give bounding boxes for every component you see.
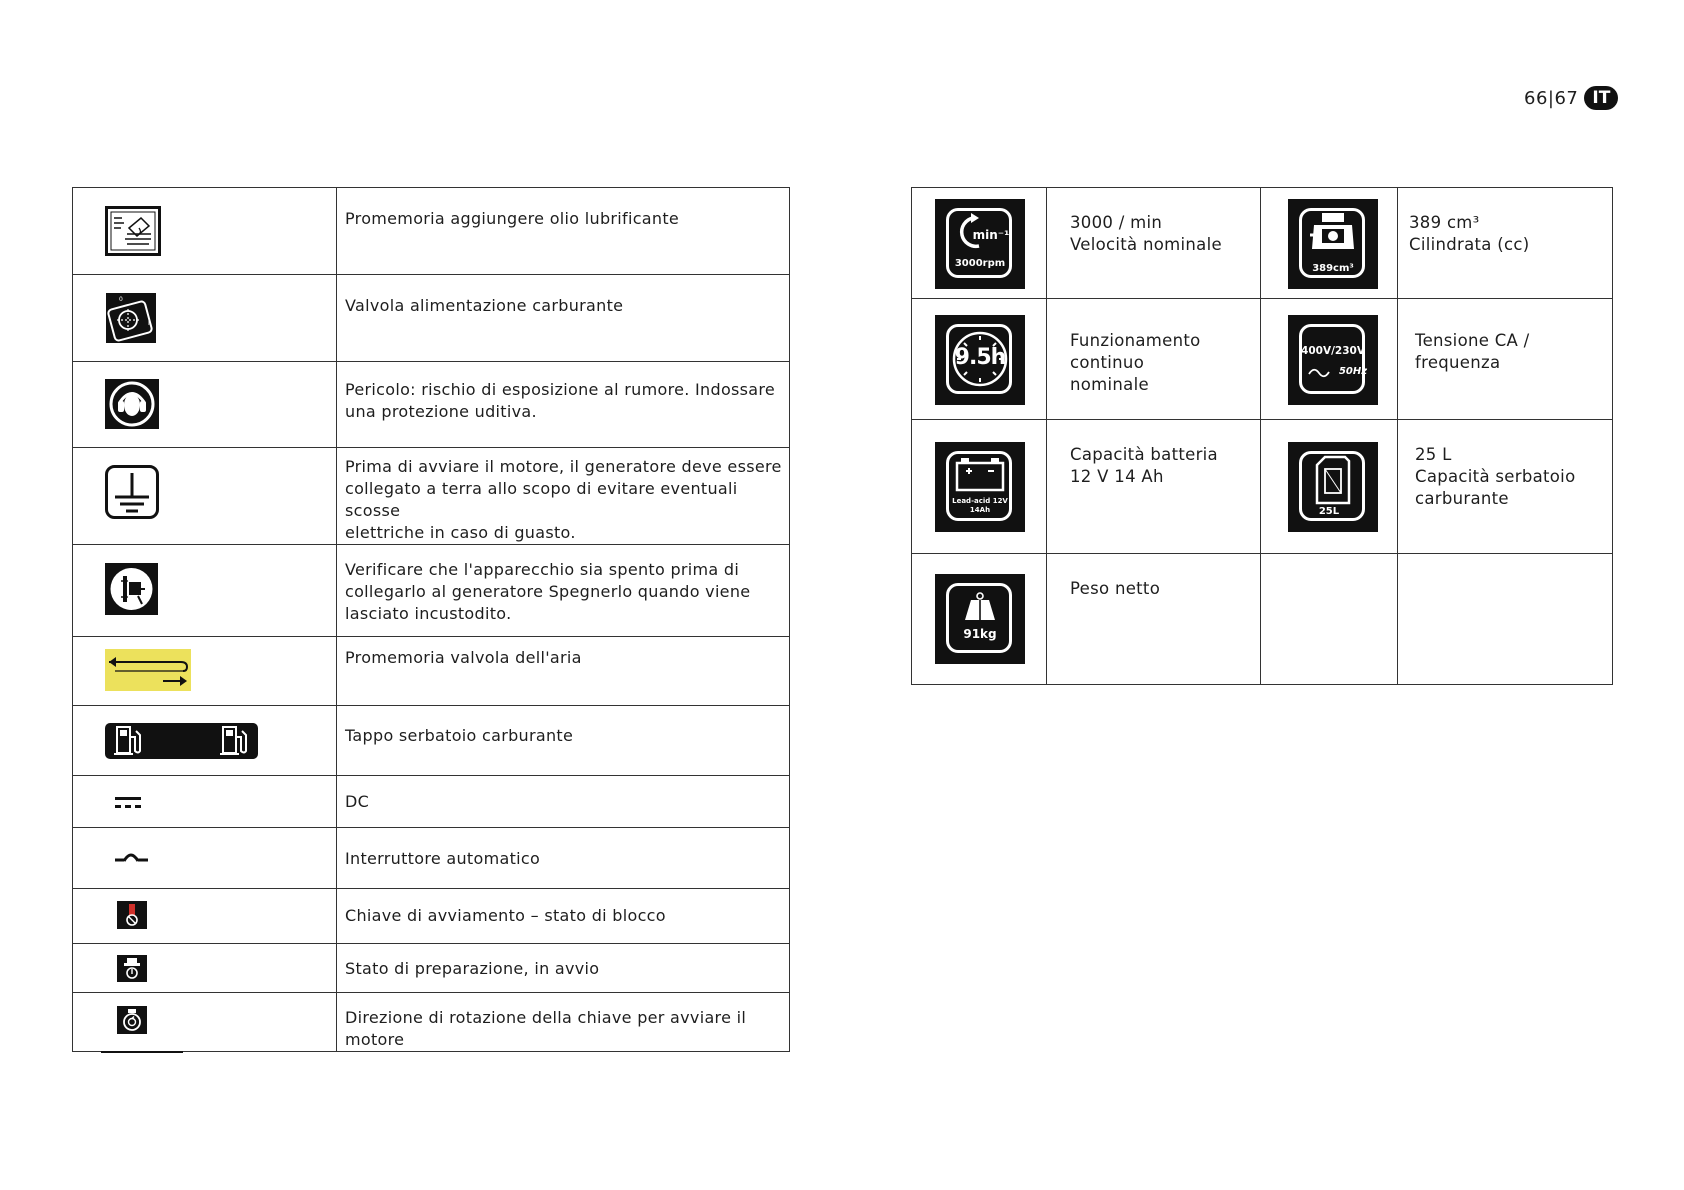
key-rotation-icon [117,1006,147,1034]
runtime-icon [935,315,1025,405]
spec-label-line: continuo [1070,353,1145,372]
oil-reminder-icon [105,206,161,256]
table-row [912,188,1613,299]
runtime-icon-value: 9.5h [954,345,1006,370]
language-badge: IT [1584,86,1618,110]
table-row [73,188,790,275]
voltage-frequency-icon [1288,315,1378,405]
spec-description [1047,299,1261,420]
spec-label-line: carburante [1415,489,1509,508]
spec-value: 25 L [1415,445,1452,464]
weight-icon-value: 91kg [963,627,997,641]
unplug-device-icon [105,563,158,615]
row-text-line: collegarlo al generatore Spegnerlo quando viene [345,582,751,601]
row-description [337,275,790,362]
row-description [337,448,790,545]
table-row [912,420,1613,554]
table-row [73,275,790,362]
spec-label-line: Funzionamento [1070,331,1201,350]
table-row [73,776,790,828]
circuit-breaker-icon [115,851,149,865]
row-text-line: Prima di avviare il motore, il generatore deve essere [345,457,782,476]
fuel-cap-icon [105,723,258,759]
battery-icon [935,442,1025,532]
battery-icon-type: Lead-acid 12V [952,497,1008,505]
fuel-valve-icon [106,293,156,343]
ground-symbol-icon [105,465,159,519]
spec-label: Cilindrata (cc) [1409,235,1530,254]
spec-label: Tensione CA / frequenza [1415,331,1530,372]
dc-symbol-icon [115,794,143,810]
hearing-protection-icon [105,379,159,429]
svg-text:0: 0 [119,296,123,303]
spec-description [1047,420,1261,554]
row-description [337,188,790,275]
engine-displacement-icon [1288,199,1378,289]
spec-description [1398,188,1613,299]
row-description [337,944,790,993]
voltage-icon-value: 400V/230V [1301,345,1365,357]
spec-value: 389 cm³ [1409,213,1480,232]
battery-icon-capacity: 14Ah [969,506,991,514]
spec-label: Velocità nominale [1070,235,1222,254]
table-row [73,993,790,1052]
row-description [337,706,790,776]
table-row [73,637,790,706]
row-description [337,993,790,1052]
spec-label-line: Capacità serbatoio [1415,467,1576,486]
row-text: Valvola alimentazione carburante [345,296,624,315]
spec-description [1047,554,1261,685]
row-description [337,637,790,706]
empty-cell [1398,554,1613,685]
rpm-icon-value: 3000rpm [954,258,1006,269]
choke-reminder-icon [105,649,191,691]
displacement-icon-value: 389cm³ [1312,263,1354,274]
svg-text:I: I [148,320,150,327]
row-text-line: lasciato incustodito. [345,604,512,623]
table-row [73,448,790,545]
frequency-icon-value: 50Hz [1338,366,1368,377]
spec-description [1398,420,1613,554]
symbols-table [72,187,790,1052]
rpm-icon [935,199,1025,289]
row-text-line: Verificare che l'apparecchio sia spento prima di [345,560,740,579]
fuel-tank-icon-value: 25L [1318,506,1340,517]
specifications-table [911,187,1613,685]
row-text-line: una protezione uditiva. [345,402,537,421]
row-text-line: Pericolo: rischio di esposizione al rumore. Indossare [345,380,776,399]
weight-icon [935,574,1025,664]
table-row [73,362,790,448]
page-number [1524,84,1618,112]
row-description [337,776,790,828]
row-text: Stato di preparazione, in avvio [345,959,600,978]
spec-label-line: nominale [1070,375,1149,394]
row-text: Chiave di avviamento – stato di blocco [345,906,666,925]
row-description [337,362,790,448]
table-row [73,828,790,889]
row-text: Interruttore automatico [345,849,541,868]
row-description [337,545,790,637]
row-description [337,889,790,944]
row-text: Direzione di rotazione della chiave per avviare il motore [345,1008,747,1049]
empty-cell [1261,554,1398,685]
spec-label: Peso netto [1070,579,1161,598]
row-text: Tappo serbatoio carburante [345,726,574,745]
divider [101,1051,183,1053]
table-row [73,706,790,776]
row-text: DC [345,792,370,811]
row-text-line: elettriche in caso di guasto. [345,523,576,542]
table-row [912,299,1613,420]
key-lock-icon [117,901,147,929]
table-row [73,944,790,993]
row-text: Promemoria valvola dell'aria [345,648,582,667]
table-row [73,545,790,637]
table-row [73,889,790,944]
row-description [337,828,790,889]
spec-value: 3000 / min [1070,213,1163,232]
spec-label: Capacità batteria [1070,445,1218,464]
row-text: Promemoria aggiungere olio lubrificante [345,209,680,228]
table-row [912,554,1613,685]
spec-description [1047,188,1261,299]
spec-value: 12 V 14 Ah [1070,467,1164,486]
key-prepare-icon [117,955,147,982]
rpm-icon-unit: min⁻¹ [972,228,1010,242]
page-numbers-text: 66|67 [1524,87,1579,109]
fuel-tank-icon [1288,442,1378,532]
spec-description [1398,299,1613,420]
row-text-line: collegato a terra allo scopo di evitare eventuali scosse [345,479,738,520]
